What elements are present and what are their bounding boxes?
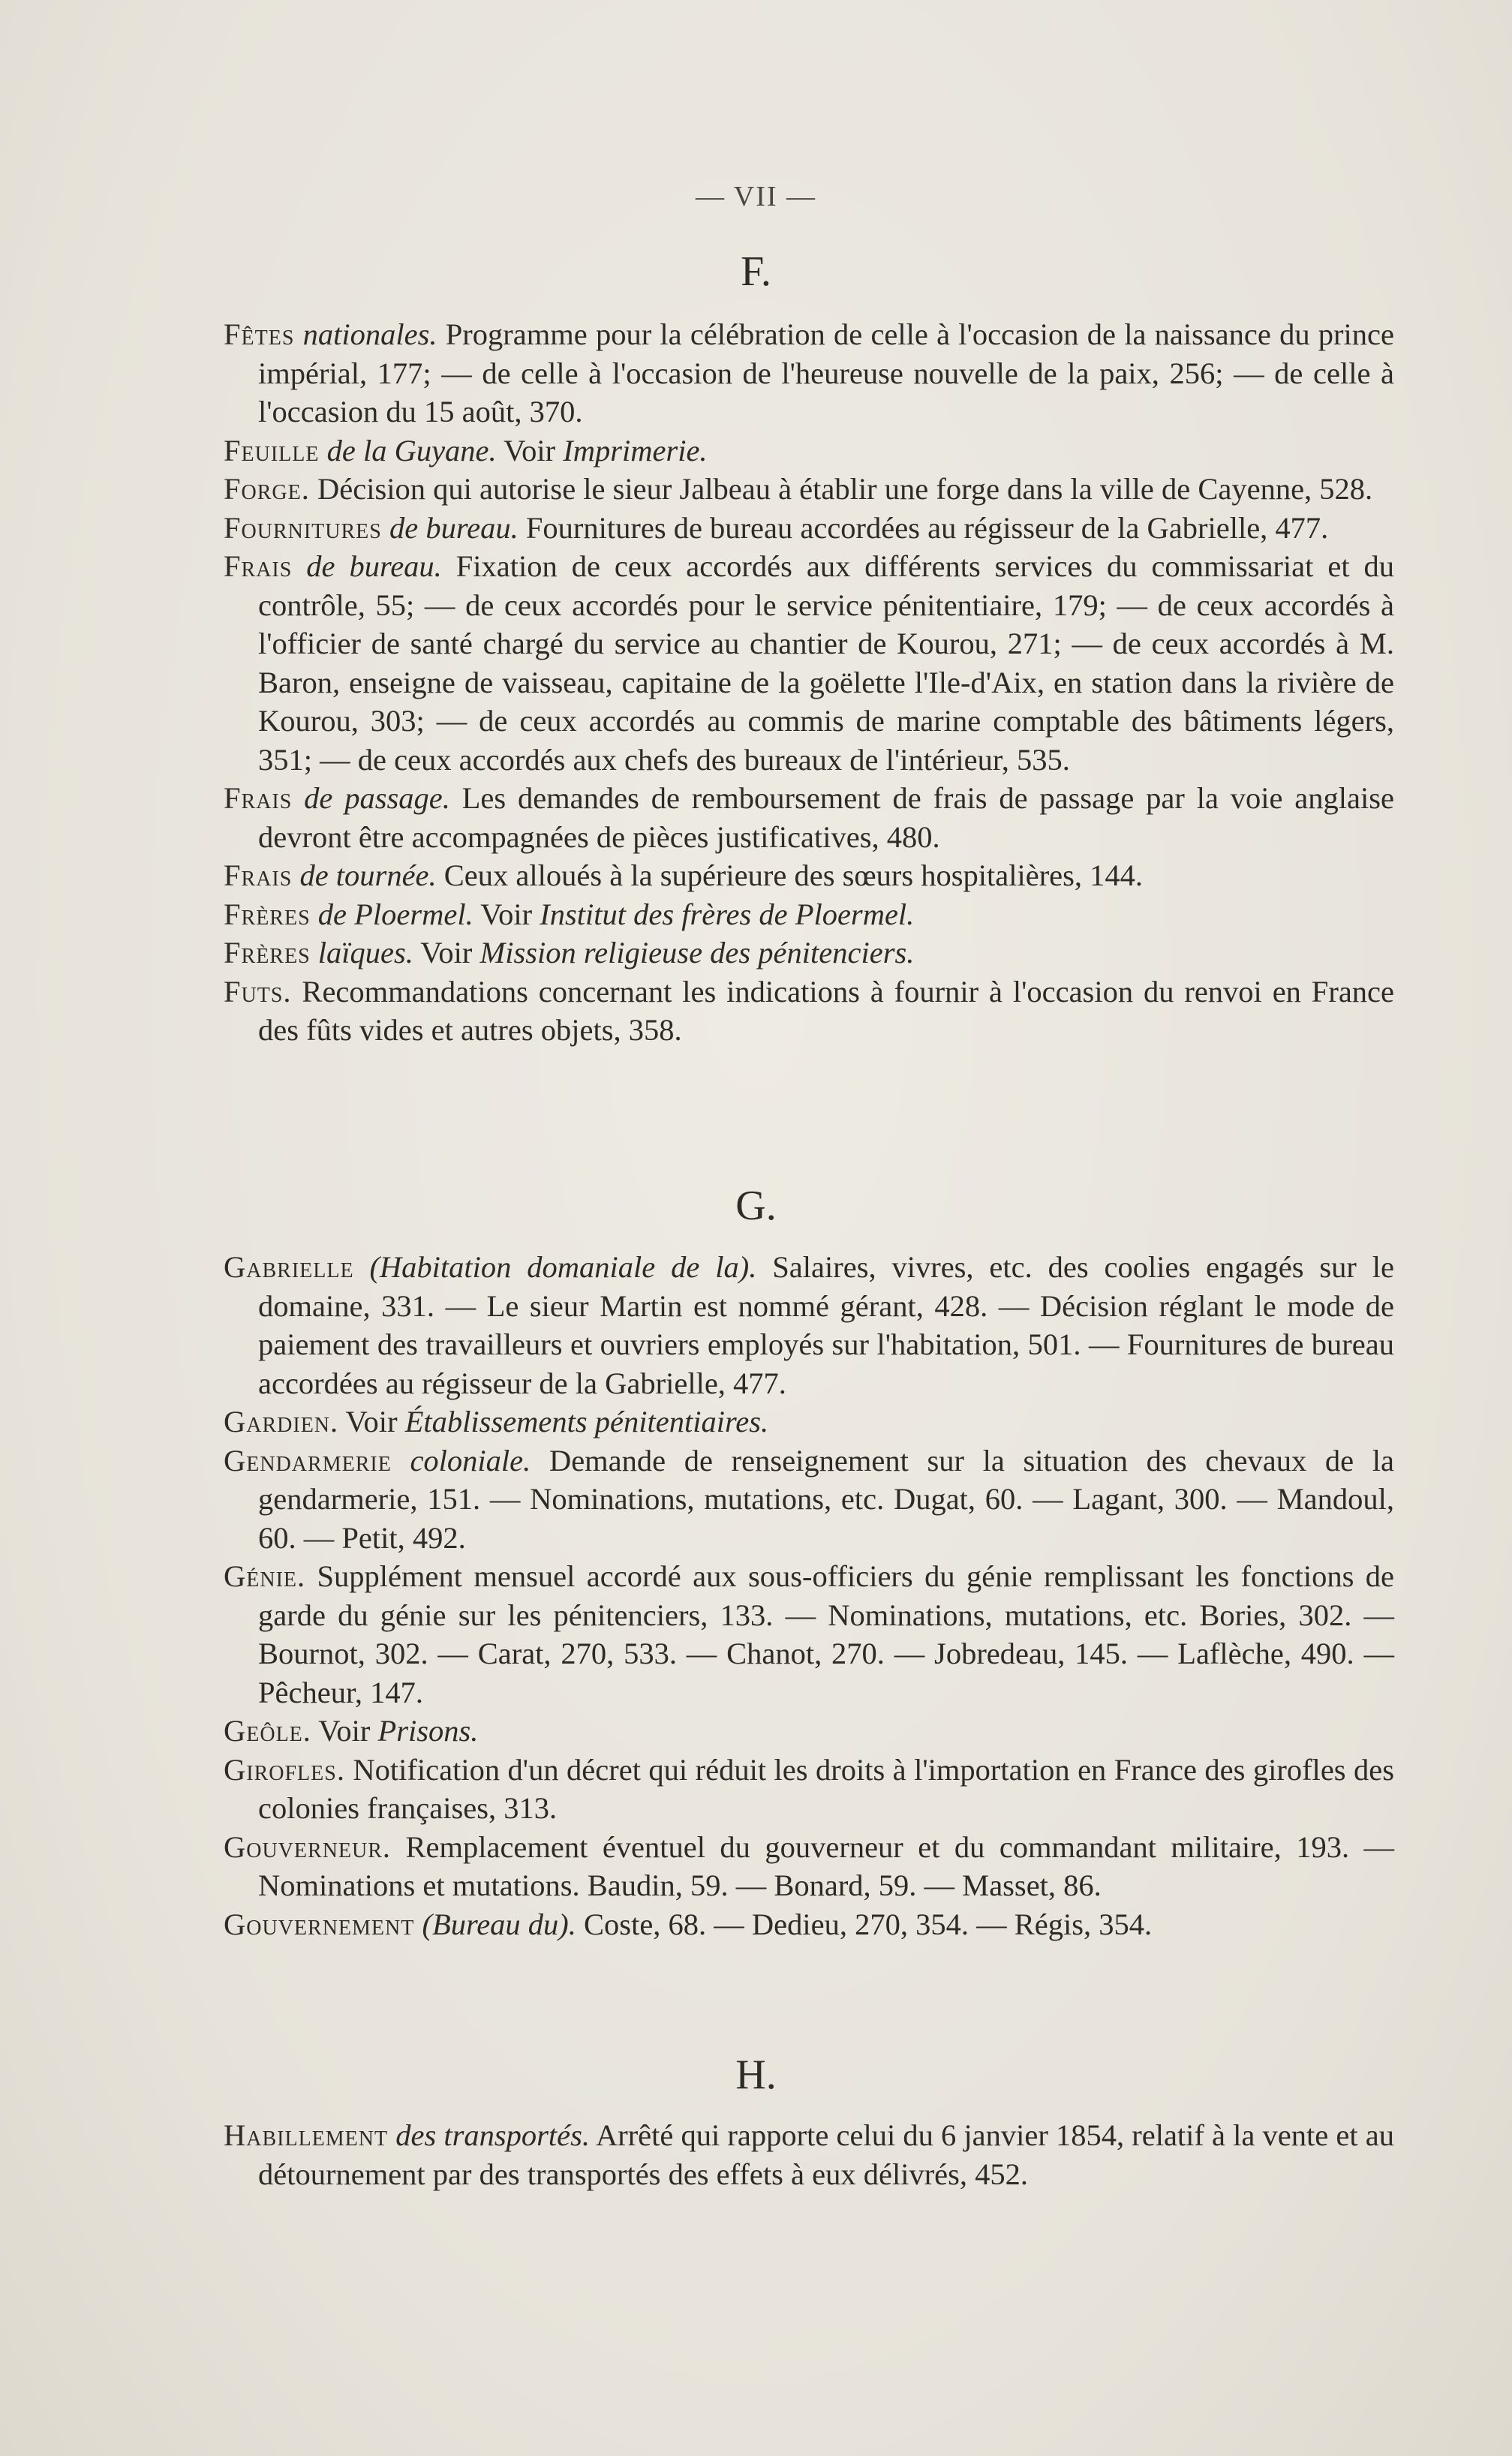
entry-head: Frères — [224, 936, 311, 969]
index-entry-habillement — [224, 2116, 1394, 2193]
entry-text: Coste, 68. — Dedieu, 270, 354. — Régis, 354. — [576, 1907, 1153, 1941]
entry-text: Remplacement éventuel du gouverneur et du commandant militaire, 193. — Nominations et mutations. Baudin, 59. — Bonard, 59. — Masset, 86. — [258, 1829, 1394, 1902]
index-entry-gouverneur — [224, 1828, 1394, 1905]
index-entry-gendarmerie — [224, 1441, 1394, 1558]
entry-text: Ceux alloués à la supérieure des sœurs hospitalières, 144. — [436, 858, 1144, 892]
entry-qualifier: de Ploermel. — [317, 897, 473, 931]
entry-text: Voir — [338, 1405, 405, 1438]
entry-text: Recommandations concernant les indications à fournir à l'occasion du renvoi en France des fûts vides et autres objets, 358. — [258, 974, 1394, 1047]
entry-text: Supplément mensuel accordé aux sous-officiers du génie remplissant les fonctions de garde du génie sur les pénitenciers, 133. — Nominations, mutations, etc. Bories, 302. — Bournot, 302. — Carat, 270, 533. — Chanot, 270. — Jobredeau, 145. — Laflèche, 490. — Pêcheur, 147. — [258, 1559, 1394, 1709]
entry-head: Gouvernement — [224, 1907, 415, 1941]
section-g-entries — [224, 1248, 1394, 1943]
entry-head: Frères — [224, 897, 311, 931]
entry-text: Les demandes de remboursement de frais de passage par la voie anglaise devront être accompagnées de pièces justificatives, 480. — [258, 781, 1394, 854]
index-entry-gardien — [224, 1402, 1394, 1441]
entry-head: Frais — [224, 781, 293, 815]
entry-cross-reference: Imprimerie. — [563, 433, 708, 467]
entry-text: Décision qui autorise le sieur Jalbeau à établir une forge dans la ville de Cayenne, 528. — [309, 472, 1373, 506]
index-entry-fournitures — [224, 509, 1394, 548]
entry-head: Gouverneur. — [224, 1829, 392, 1864]
entry-text: Fixation de ceux accordés aux différents services du commissariat et du contrôle, 55; — de ceux accordés pour le service pénitentiaire, 179; — de ceux accordés à l'officier de santé chargé du service au chantier de Kourou, 271; — de ceux accordés à M. Baron, enseigne de vaisseau, capitaine de la goëlette l'Ile-d'Aix, en station dans la rivière de Kourou, 303; — de ceux accordés au commis de marine comptable des bâtiments légers, 351; — de ceux accordés aux chefs des bureaux de l'intérieur, 535. — [258, 549, 1395, 777]
entry-head: Forge. — [224, 472, 310, 506]
entry-text: Notification d'un décret qui réduit les droits à l'importation en France des girofles des colonies françaises, 313. — [258, 1752, 1394, 1825]
entry-cross-reference: Prisons. — [377, 1714, 479, 1748]
index-entry-geole — [224, 1712, 1394, 1751]
index-entry-freres-laiques — [224, 933, 1394, 972]
entry-qualifier: de la Guyane. — [326, 433, 497, 467]
index-entry-feuille — [224, 431, 1394, 470]
running-head: — VII — — [695, 181, 817, 212]
index-entry-forge — [224, 470, 1394, 509]
entry-head: Geôle. — [224, 1714, 311, 1748]
entry-head: Gendarmerie — [224, 1443, 392, 1478]
entry-head: Feuille — [224, 433, 320, 467]
entry-qualifier: de tournée. — [299, 858, 437, 892]
entry-head: Futs. — [224, 974, 292, 1009]
entry-head: Génie. — [224, 1559, 306, 1593]
entry-qualifier: des transportés. — [395, 2118, 591, 2152]
index-entry-frais-passage — [224, 779, 1394, 856]
entry-qualifier: de passage. — [304, 781, 450, 815]
entry-text: Fournitures de bureau accordées au régisseur de la Gabrielle, 477. — [518, 510, 1329, 545]
index-entry-freres-ploermel — [224, 895, 1394, 934]
entry-qualifier: de bureau. — [306, 549, 442, 583]
index-entry-gabrielle — [224, 1248, 1394, 1402]
entry-text: Arrêté qui rapporte celui du 6 janvier 1854, relatif à la vente et au détournement par des transportés des effets à eux délivrés, 452. — [258, 2118, 1394, 2191]
index-entry-girofles — [224, 1751, 1394, 1828]
index-entry-genie — [224, 1557, 1394, 1712]
entry-text: Voir — [311, 1714, 378, 1748]
entry-cross-reference: Mission religieuse des pénitenciers. — [479, 936, 915, 969]
entry-qualifier: laïques. — [317, 936, 413, 969]
section-f-entries — [224, 315, 1394, 1050]
index-entry-fetes — [224, 315, 1394, 431]
entry-head: Habillement — [224, 2118, 389, 2152]
entry-cross-reference: Établissements pénitentiaires. — [404, 1405, 769, 1438]
section-letter-h: H. — [735, 2052, 777, 2098]
entry-text: Programme pour la célébration de celle à l'occasion de la naissance du prince impérial, 177; — de celle à l'occasion de l'heureuse nouvelle de la paix, 256; — de celle à l'occasion du 15 août, 370. — [258, 317, 1395, 428]
index-entry-futs — [224, 972, 1394, 1050]
entry-qualifier: (Bureau du). — [422, 1907, 576, 1941]
entry-qualifier: (Habitation domaniale de la). — [369, 1250, 757, 1284]
entry-text: Voir — [413, 936, 480, 969]
index-entry-frais-bureau — [224, 547, 1394, 779]
entry-qualifier: coloniale. — [410, 1443, 531, 1478]
entry-qualifier: nationales. — [302, 317, 437, 351]
section-letter-g: G. — [735, 1183, 777, 1229]
entry-head: Frais — [224, 858, 293, 892]
section-h-entries — [224, 2116, 1394, 2193]
index-entry-gouvernement — [224, 1905, 1394, 1944]
section-letter-f: F. — [741, 248, 771, 295]
entry-text: Voir — [473, 897, 540, 931]
entry-head: Gabrielle — [224, 1250, 354, 1284]
entry-head: Girofles. — [224, 1752, 345, 1787]
entry-head: Fournitures — [224, 510, 382, 545]
entry-head: Frais — [224, 549, 293, 583]
entry-head: Gardien. — [224, 1405, 339, 1438]
entry-head: Fêtes — [224, 317, 295, 351]
entry-text: Demande de renseignement sur la situation des chevaux de la gendarmerie, 151. — Nominations, mutations, etc. Dugat, 60. — Lagant, 300. — Mandoul, 60. — Petit, 492. — [258, 1443, 1394, 1555]
entry-qualifier: de bureau. — [389, 510, 519, 545]
entry-cross-reference: Institut des frères de Ploermel. — [540, 897, 915, 931]
entry-text: Salaires, vivres, etc. des coolies engagés sur le domaine, 331. — Le sieur Martin est nommé gérant, 428. — Décision réglant le mode de paiement des travailleurs et ouvriers employés sur l'habitation, 501. — Fournitures de bureau accordées au régisseur de la Gabrielle, 477. — [258, 1250, 1394, 1400]
index-entry-frais-tournee — [224, 856, 1394, 895]
entry-text: Voir — [496, 433, 564, 467]
